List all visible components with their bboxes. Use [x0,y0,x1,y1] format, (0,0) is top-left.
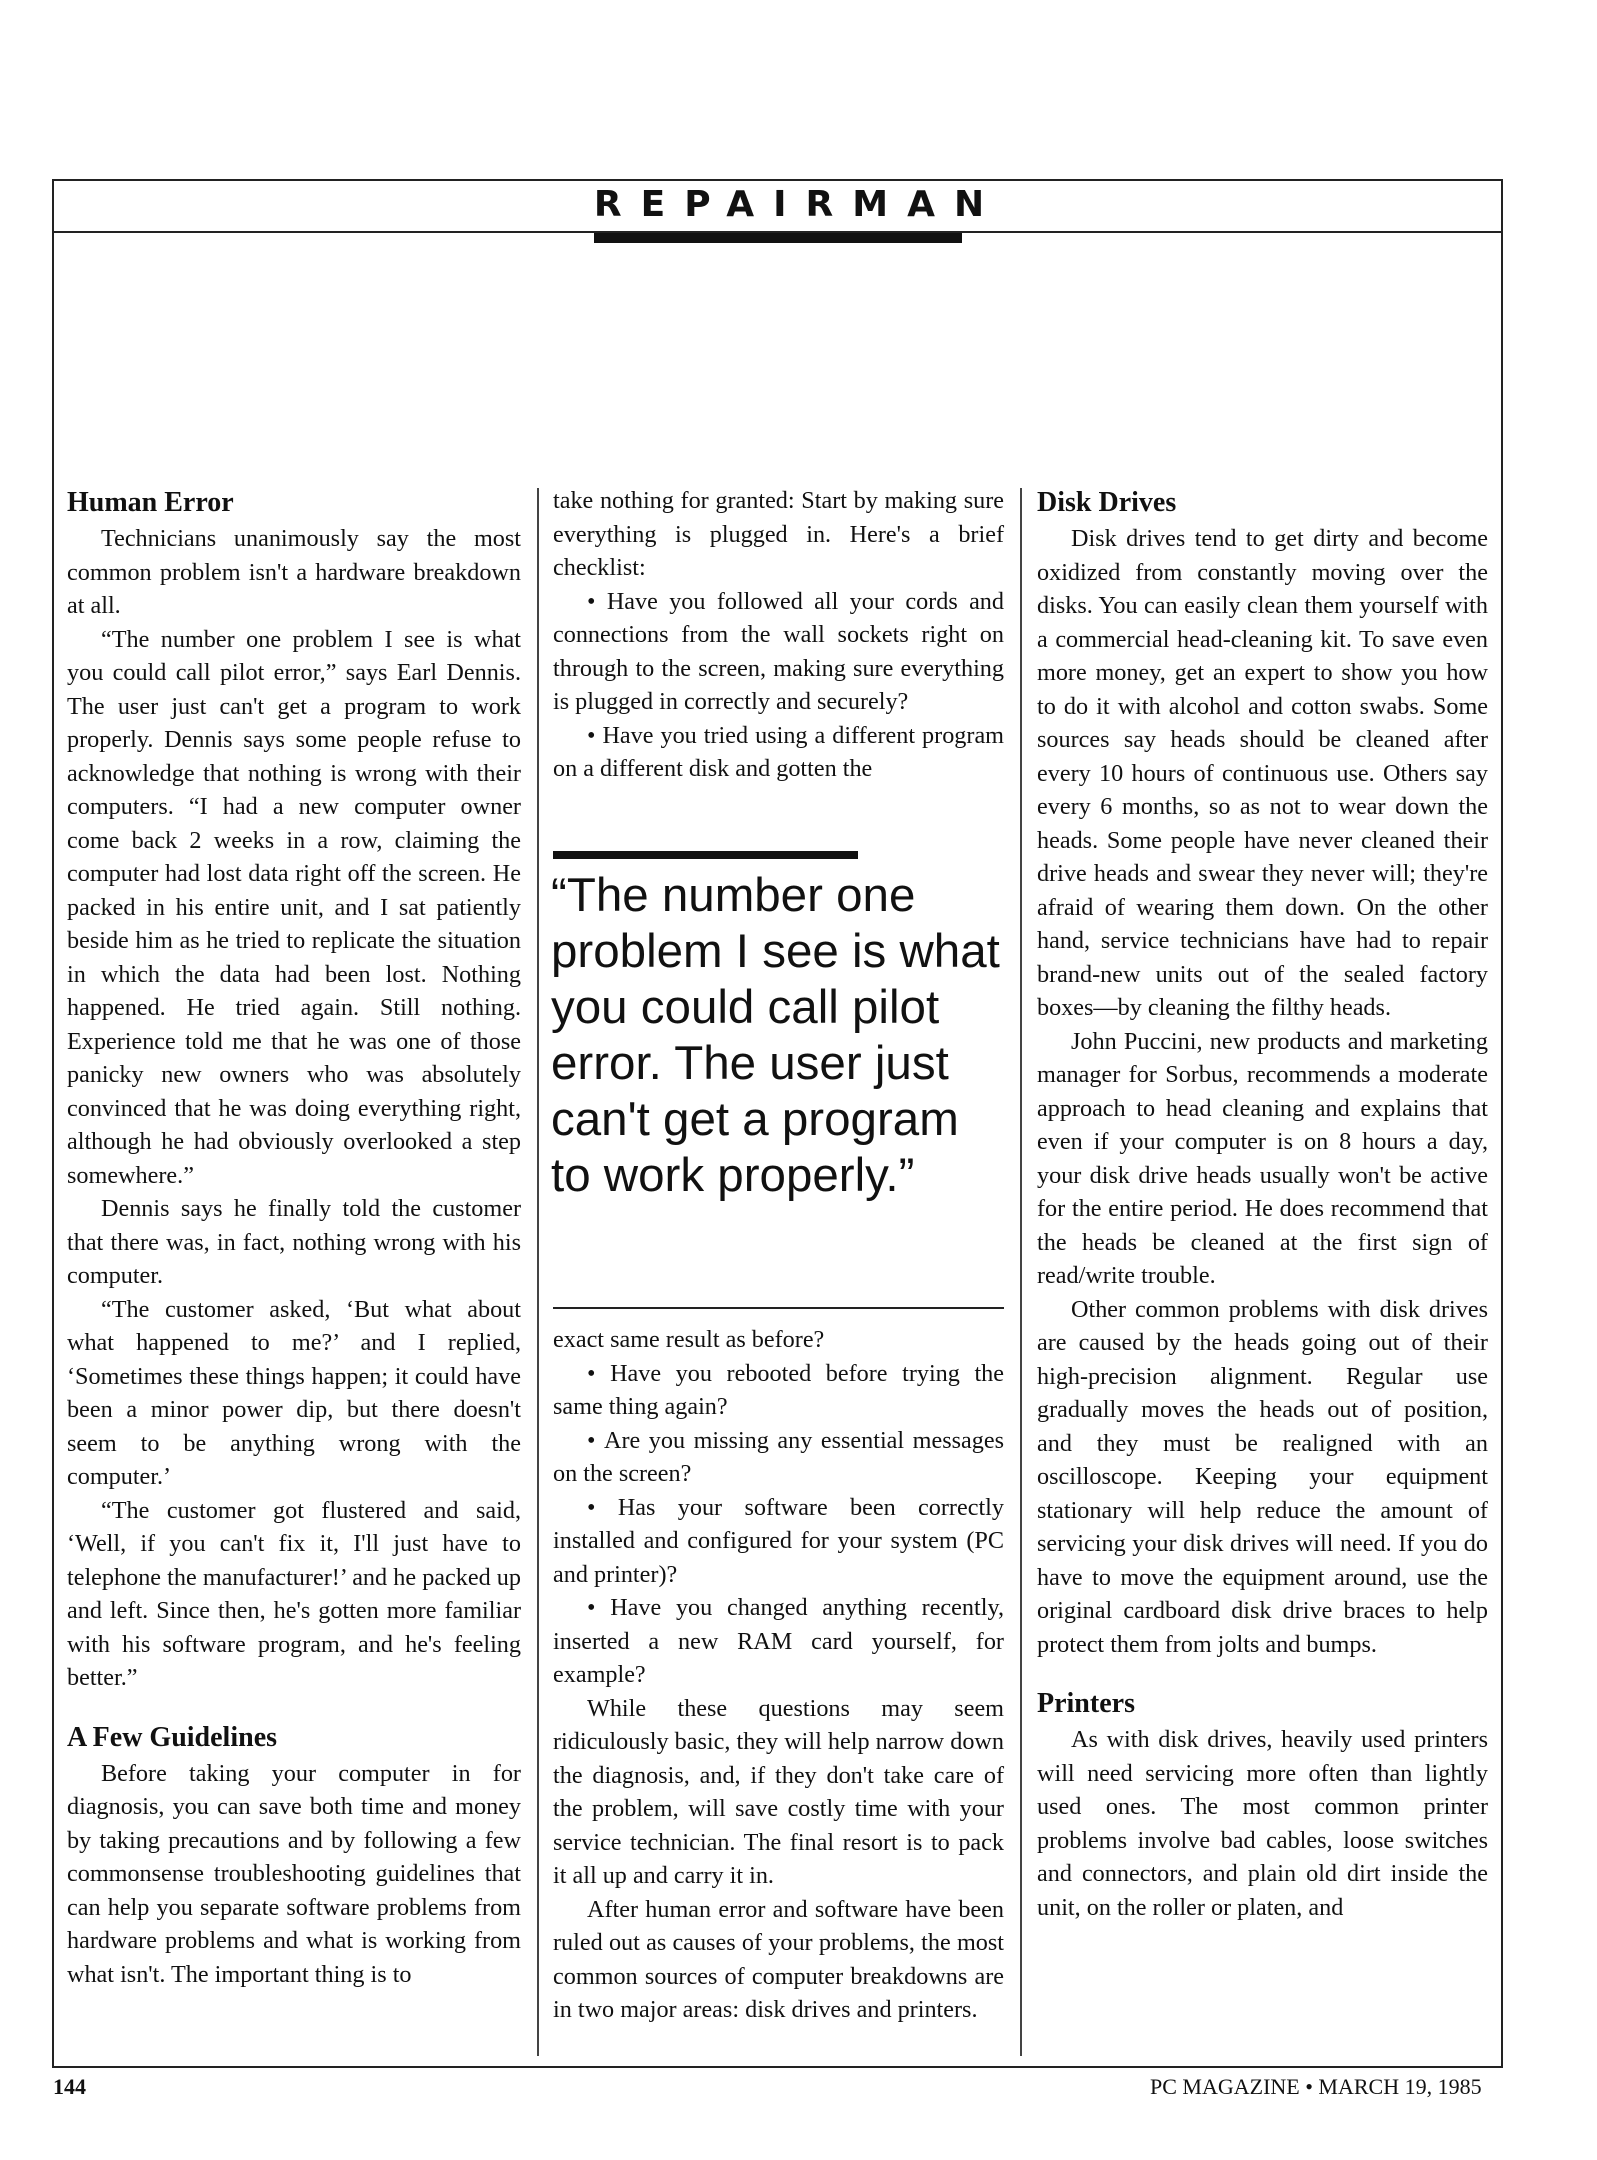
column-2 [553,484,1004,786]
pull-quote-bottom-rule [553,1307,1004,1309]
heading-a-few-guidelines: A Few Guidelines [67,1721,278,1753]
column-1 [67,484,521,1991]
paragraph: Disk drives tend to get dirty and become oxidized from constantly moving over the disks. You can easily clean them yourself with a commercial head-cleaning kit. To save even more money, get an expert to show you how to do it with alcohol and cotton swabs. Some sources say heads should be cleaned after every 10 hours of continuous use. Others say every 6 months, so as not to wear down the heads. Some people have never cleaned their drive heads and swear they never will; they're afraid of wearing them down. On the other hand, service technicians have had to repair brand-new units out of the sealed factory boxes—by cleaning the filthy heads. [1037,525,1488,1021]
column-3 [1037,484,1488,1924]
paragraph: Other common problems with disk drives are caused by the heads going out of their high-precision alignment. Regular use gradually moves the heads out of position, and they must be realigned with an oscilloscope. Keeping your equipment stationary will help reduce the amount of servicing your disk drives will need. If you do have to move the equipment around, use the original cardboard disk drive braces to help protect them from jolts and bumps. [1037,1295,1488,1658]
pull-quote-top-bar [553,851,858,859]
section-title: REPAIRMAN [593,184,1004,225]
checklist-item-continued: exact same result as before? [553,1326,825,1353]
checklist-item: • Have you rebooted before trying the same thing again? [553,1357,1004,1424]
checklist-item: • Have you followed all your cords and connections from the wall sockets right on through to the screen, making sure everything is plugged in correctly and securely? [553,585,1004,719]
paragraph: take nothing for granted: Start by making sure everything is plugged in. Here's a brief checklist: [553,487,1004,581]
heading-disk-drives: Disk Drives [1037,487,1177,518]
checklist-item: • Have you changed anything recently, inserted a new RAM card yourself, for example? [553,1591,1004,1692]
header-bar [594,233,962,243]
paragraph: Before taking your computer in for diagnosis, you can save both time and money by taking precautions and by following a few commonsense troubleshooting guidelines that can help you separate software problems from hardware problems and what is working from what isn't. The important thing is to [67,1759,521,1988]
paragraph: John Puccini, new products and marketing manager for Sorbus, recommends a moderate approach to head cleaning and explains that even if your computer is on 8 hours a day, your disk drive heads usually won't be active for the entire period. He does recommend that the heads be cleaned at the first sign of read/write trouble. [1037,1027,1488,1289]
heading-printers: Printers [1037,1688,1135,1719]
paragraph: Technicians unanimously say the most common problem isn't a hardware breakdown at all. [67,525,521,619]
column-rule-right [1020,488,1022,2056]
paragraph: “The number one problem I see is what you could call pilot error,” says Earl Dennis. The user just can't get a program to work properly. Dennis says some people refuse to acknowledge that nothing is wrong with their computers. “I had a new computer owner come back 2 weeks in a row, claiming the computer had lost data right off the screen. He packed in his entire unit, and I sat patiently beside him as he tried to replicate the situation in which the data had been lost. Nothing happened. He tried again. Still nothing. Experience told me that he was one of those panicky new owners who was absolutely convinced that he was doing everything right, although he had obviously overlooked a step somewhere.” [67,625,521,1189]
publication-credit: PC MAGAZINE • MARCH 19, 1985 [1150,2074,1482,2099]
paragraph: “The customer asked, ‘But what about what happened to me?’ and I replied, ‘Sometimes these things happen; it could have been a minor power dip, but there doesn't seem to be anything wrong with the computer.’ [67,1295,521,1490]
page-number: 144 [53,2074,86,2099]
paragraph: After human error and software have been ruled out as causes of your problems, the most common sources of computer breakdowns are in two major areas: disk drives and printers. [553,1895,1004,2023]
column-rule-left [537,488,539,2056]
checklist-item: • Are you missing any essential messages on the screen? [553,1424,1004,1491]
paragraph: As with disk drives, heavily used printers will need servicing more often than lightly used ones. The most common printer problems involve bad cables, loose switches and connectors, and plain old dirt inside the unit, on the roller or platen, and [1037,1726,1488,1921]
pull-quote: “The number one problem I see is what you could call pilot error. The user just can't get a program to work properly.” [551,869,1000,1202]
checklist-item: • Has your software been correctly installed and configured for your system (PC and printer)? [553,1491,1004,1592]
paragraph: “The customer got flustered and said, ‘Well, if you can't fix it, I'll just have to telephone the manufacturer!’ and he packed up and left. Since then, he's gotten more familiar with his software program, and he's feeling better.” [67,1496,521,1691]
paragraph: Dennis says he finally told the customer that there was, in fact, nothing wrong with his computer. [67,1195,521,1289]
column-2-continued [553,1323,1004,2027]
checklist-item: • Have you tried using a different program on a different disk and gotten the [553,719,1004,786]
paragraph: While these questions may seem ridiculously basic, they will help narrow down the diagnosis, and, if they don't take care of the problem, will save costly time with your service technician. The final resort is to pack it all up and carry it in. [553,1694,1004,1889]
heading-human-error: Human Error [67,487,234,518]
